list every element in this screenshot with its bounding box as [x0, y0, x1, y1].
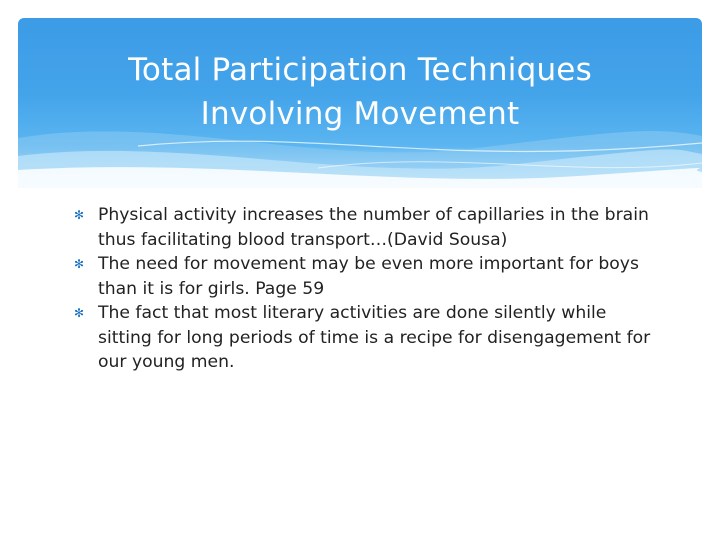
asterisk-bullet-icon: ✻: [74, 257, 85, 271]
title-line-2: Involving Movement: [200, 96, 520, 132]
asterisk-bullet-icon: ✻: [74, 208, 85, 222]
bullet-text: The need for movement may be even more important for boys than it is for girls. Page 59: [98, 254, 639, 299]
title-banner: [18, 18, 702, 188]
asterisk-bullet-icon: ✻: [74, 306, 85, 320]
bullet-item: [72, 301, 662, 375]
bullet-item: [72, 252, 662, 301]
bullet-text: The fact that most literary activities are done silently while sitting for long periods of time is a recipe for disengagement for our young men.: [98, 303, 651, 372]
bullet-item: [72, 203, 662, 252]
bullet-text: Physical activity increases the number of capillaries in the brain thus facilitating blood transport…(David Sousa): [98, 205, 649, 250]
bullet-list: [72, 203, 662, 375]
title-line-1: Total Participation Techniques: [128, 52, 592, 88]
slide-title: [18, 48, 702, 136]
